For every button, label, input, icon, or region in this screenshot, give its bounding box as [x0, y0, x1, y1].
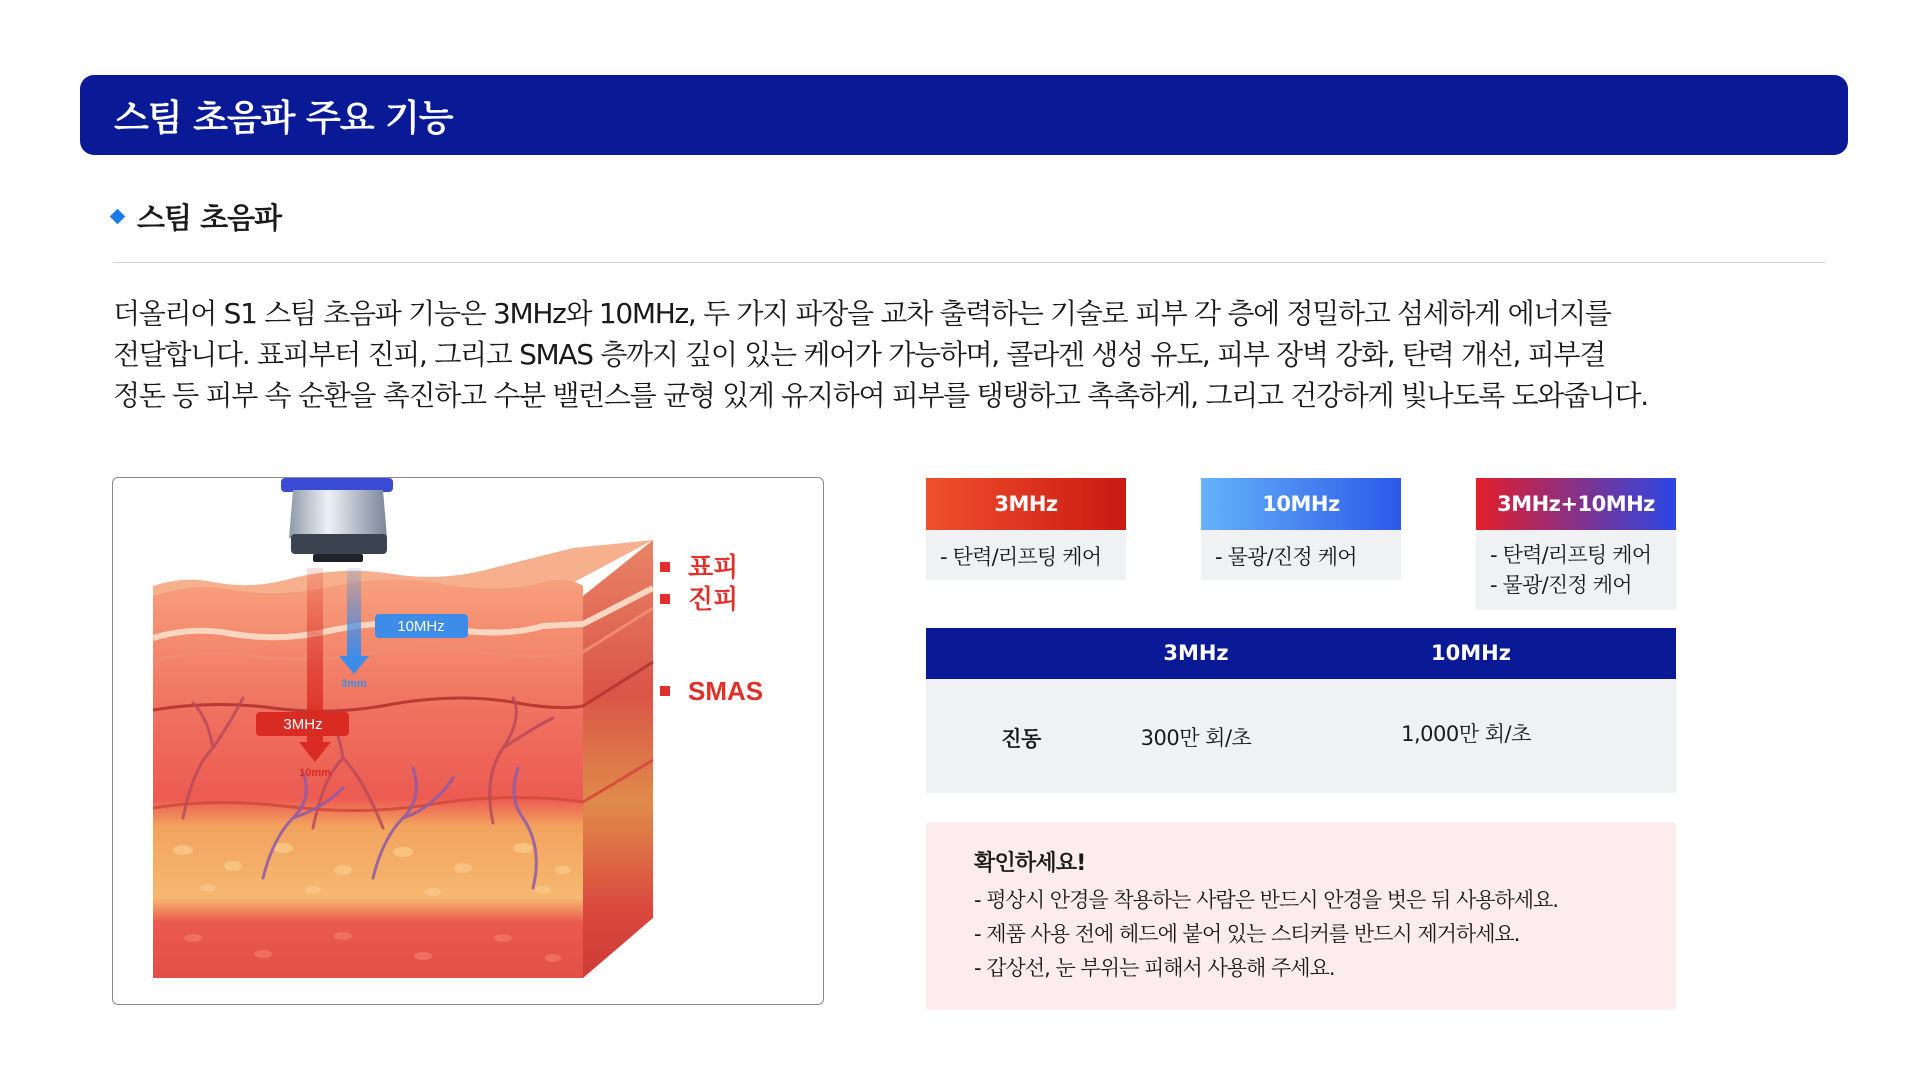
divider: [113, 262, 1825, 263]
freq-card-body: [926, 530, 1126, 580]
freq-card-10mhz: [1201, 478, 1401, 580]
page-title: 스팀 초음파 주요 기능: [114, 97, 453, 139]
description-line: 더올리어 S1 스팀 초음파 기능은 3MHz와 10MHz, 두 가지 파장을 교차 출력하는 기술로 피부 각 층에 정밀하고 섬세하게 에너지를: [113, 297, 1611, 330]
skin-layer-illustration: [112, 477, 824, 1005]
layer-label-smas: SMAS: [688, 676, 764, 706]
spec-header-10mhz: 10MHz: [1431, 641, 1511, 665]
depth-10mm: 10mm: [299, 767, 331, 779]
freq-card-item: - 탄력/리프팅 케어: [1490, 543, 1652, 567]
spec-header-empty: [926, 628, 1106, 679]
notice-line: - 평상시 안경을 착용하는 사람은 반드시 안경을 벗은 뒤 사용하세요.: [974, 888, 1559, 912]
spec-row-label: 진동: [1001, 727, 1041, 751]
freq-card-body: [1476, 530, 1676, 610]
freq-card-combined: [1476, 478, 1676, 610]
freq-card-item: - 탄력/리프팅 케어: [940, 545, 1102, 569]
freq-card-title: 3MHz: [926, 478, 1126, 530]
freq-card-title: 3MHz+10MHz: [1476, 478, 1676, 530]
label-3mhz: 3MHz: [283, 716, 323, 733]
freq-card-body: [1201, 530, 1401, 580]
diamond-bullet-icon: [110, 209, 126, 225]
spec-table-header: [926, 628, 1676, 679]
section-heading: [112, 196, 281, 237]
description-line: 정돈 등 피부 속 순환을 촉진하고 수분 밸런스를 균형 있게 유지하여 피부를 탱탱하고 촉촉하게, 그리고 건강하게 빛나도록 도와줍니다.: [113, 379, 1648, 412]
header-bar: [80, 75, 1848, 155]
depth-3mm: 3mm: [341, 678, 367, 690]
freq-card-item: - 물광/진정 케어: [1215, 545, 1357, 569]
notice-line: - 제품 사용 전에 헤드에 붙어 있는 스티커를 반드시 제거하세요.: [974, 922, 1520, 946]
notice-line: - 갑상선, 눈 부위는 피해서 사용해 주세요.: [974, 956, 1335, 980]
section-title: 스팀 초음파: [137, 201, 282, 235]
label-10mhz: 10MHz: [397, 618, 445, 635]
spec-header-3mhz: 3MHz: [1163, 641, 1229, 665]
spec-table-row: [926, 679, 1676, 793]
description-line: 전달합니다. 표피부터 진피, 그리고 SMAS 층까지 깊이 있는 케어가 가능하며, 콜라겐 생성 유도, 피부 장벽 강화, 탄력 개선, 피부결: [113, 338, 1605, 371]
layer-label-epidermis: 표피: [688, 553, 739, 583]
freq-card-item: - 물광/진정 케어: [1490, 573, 1632, 597]
notice-title: 확인하세요!: [974, 851, 1086, 876]
layer-label-dermis: 진피: [688, 585, 739, 615]
spec-value-10mhz: 1,000만 회/초: [1401, 722, 1531, 746]
freq-card-3mhz: [926, 478, 1126, 580]
spec-value-3mhz: 300만 회/초: [1140, 726, 1252, 750]
freq-card-title: 10MHz: [1201, 478, 1401, 530]
description-paragraph: [113, 293, 1853, 416]
spec-table: [926, 628, 1676, 793]
notice-box: [926, 822, 1676, 1010]
